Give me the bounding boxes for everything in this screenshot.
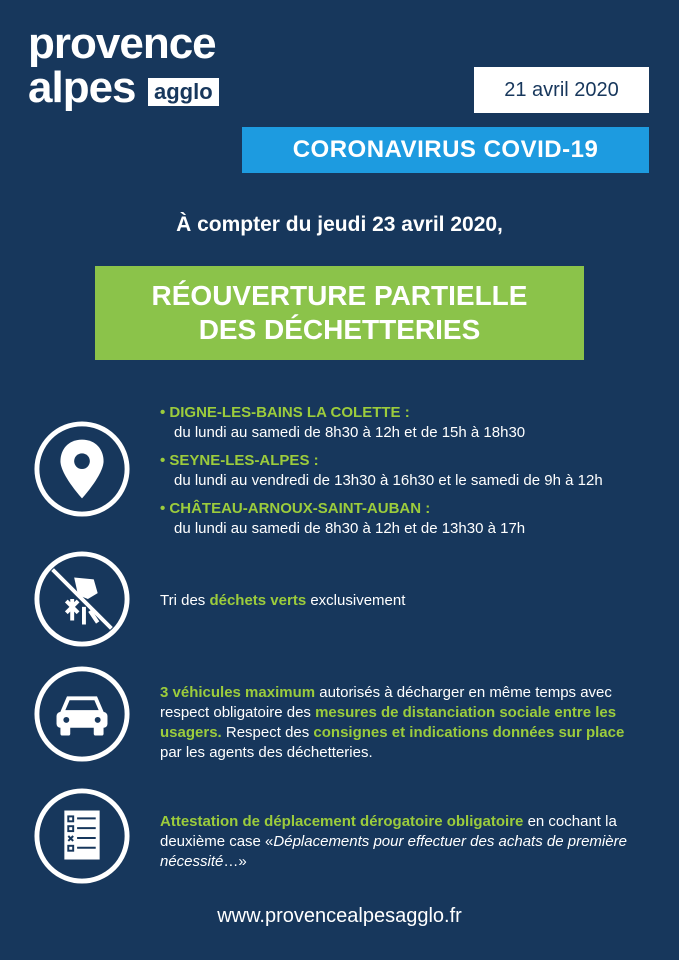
logo	[28, 19, 233, 132]
vehicles-hl2: mesures de distanciation sociale entre les usagers.	[160, 704, 617, 741]
site-city: • DIGNE-LES-BAINS LA COLETTE :	[160, 404, 410, 421]
tri-post: exclusivement	[306, 592, 406, 609]
waste-sorting-icon	[33, 550, 131, 648]
logo-badge: agglo	[148, 78, 219, 106]
tri-highlight: déchets verts	[209, 592, 307, 609]
sites-list	[160, 403, 660, 547]
tri-pre: Tri des	[160, 592, 210, 609]
attestation-italic: Déplacements pour effectuer des achats de première nécessité	[160, 833, 627, 870]
attestation-hl: Attestation de déplacement dérogatoire obligatoire	[160, 813, 524, 830]
vehicles-hl1: 3 véhicules maximum	[160, 684, 316, 701]
intro-text: À compter du jeudi 23 avril 2020,	[176, 213, 503, 236]
site-city: • SEYNE-LES-ALPES :	[160, 452, 319, 469]
vehicles-text	[160, 683, 650, 763]
attestation-text	[160, 812, 650, 872]
headline-line2: DES DÉCHETTERIES	[198, 314, 481, 345]
website-link[interactable]: www.provencealpesagglo.fr	[217, 905, 462, 927]
date-badge: 21 avril 2020	[474, 67, 649, 113]
attestation-t2: …»	[223, 853, 247, 870]
list-item	[160, 403, 660, 443]
vehicles-t3: par les agents des déchetteries.	[160, 744, 373, 761]
logo-line1: provence	[28, 19, 216, 68]
site-hours: du lundi au samedi de 8h30 à 12h et de 13h30 à 17h	[174, 520, 526, 537]
location-pin-icon	[33, 420, 131, 518]
logo-line2: alpes	[28, 63, 136, 112]
covid-banner: CORONAVIRUS COVID-19	[242, 127, 649, 173]
headline-line1: RÉOUVERTURE PARTIELLE	[151, 280, 528, 311]
checklist-icon	[33, 787, 131, 885]
site-city: • CHÂTEAU-ARNOUX-SAINT-AUBAN :	[160, 500, 431, 517]
headline-box	[95, 266, 584, 360]
vehicles-t2: Respect des	[221, 724, 314, 741]
list-item	[160, 499, 660, 539]
tri-text	[160, 591, 650, 611]
car-icon	[33, 665, 131, 763]
site-hours: du lundi au vendredi de 13h30 à 16h30 et le samedi de 9h à 12h	[174, 472, 603, 489]
vehicles-t1: autorisés à décharger en même temps avec respect obligatoire des	[160, 684, 612, 721]
site-hours: du lundi au samedi de 8h30 à 12h et de 15h à 18h30	[174, 424, 526, 441]
attestation-t1: en cochant la deuxième case «	[160, 813, 617, 850]
list-item	[160, 451, 660, 491]
vehicles-hl3: consignes et indications données sur place	[313, 724, 625, 741]
